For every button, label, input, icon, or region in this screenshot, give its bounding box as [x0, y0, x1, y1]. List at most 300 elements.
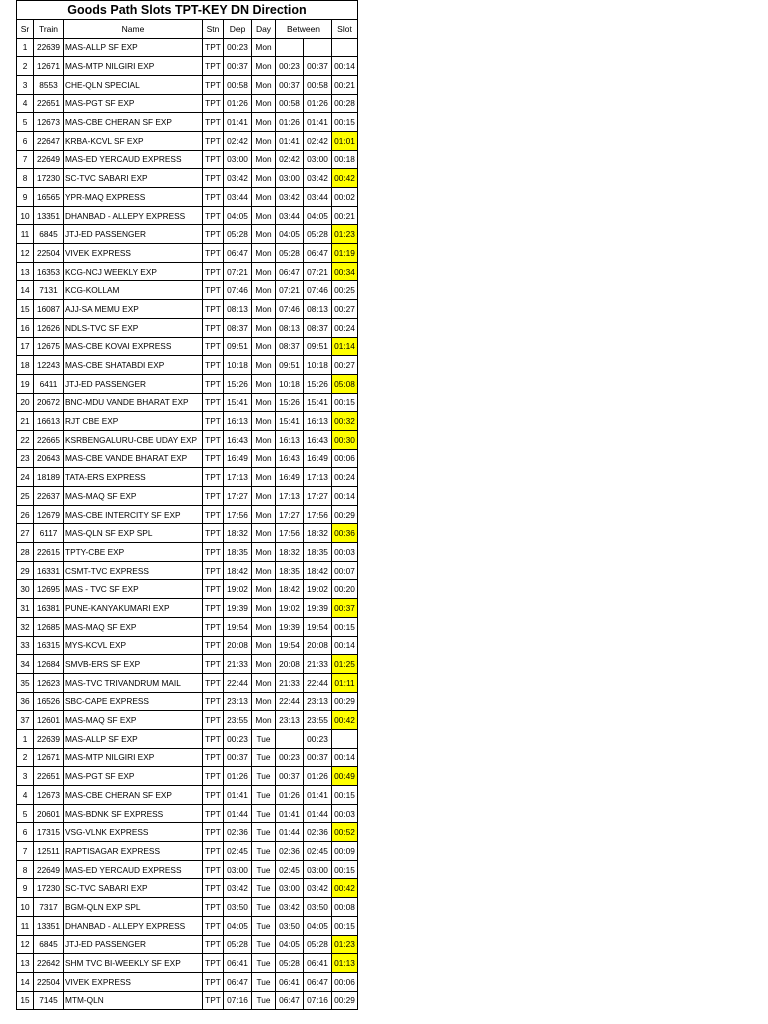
- table-row: [17, 935, 358, 954]
- between-from-cell: 03:00: [276, 169, 304, 188]
- departure-cell: 07:21: [224, 262, 252, 281]
- name-cell: MAS-MTP NILGIRI EXP: [64, 57, 203, 76]
- day-cell: Mon: [252, 300, 276, 319]
- name-cell: SC-TVC SABARI EXP: [64, 169, 203, 188]
- between-from-cell: 06:47: [276, 991, 304, 1010]
- table-row: [17, 804, 358, 823]
- day-cell: Tue: [252, 860, 276, 879]
- train-cell: 22651: [34, 767, 64, 786]
- between-from-cell: 18:35: [276, 561, 304, 580]
- name-cell: SC-TVC SABARI EXP: [64, 879, 203, 898]
- name-cell: MAS-PGT SF EXP: [64, 94, 203, 113]
- station-cell: TPT: [203, 131, 224, 150]
- day-cell: Mon: [252, 580, 276, 599]
- between-from-cell: 19:39: [276, 617, 304, 636]
- slot-cell: 00:20: [332, 580, 358, 599]
- sr-cell: 10: [17, 898, 34, 917]
- departure-cell: 02:45: [224, 842, 252, 861]
- table-row: [17, 617, 358, 636]
- train-cell: 22647: [34, 131, 64, 150]
- day-cell: Tue: [252, 823, 276, 842]
- name-cell: CSMT-TVC EXPRESS: [64, 561, 203, 580]
- between-to-cell: 16:13: [304, 412, 332, 431]
- name-cell: TATA-ERS EXPRESS: [64, 468, 203, 487]
- sr-cell: 3: [17, 767, 34, 786]
- sr-cell: 28: [17, 543, 34, 562]
- station-cell: TPT: [203, 935, 224, 954]
- name-cell: MTM-QLN: [64, 991, 203, 1010]
- between-to-cell: 22:44: [304, 673, 332, 692]
- table-row: [17, 823, 358, 842]
- slot-cell: 00:03: [332, 804, 358, 823]
- sr-cell: 13: [17, 262, 34, 281]
- between-to-cell: 05:28: [304, 225, 332, 244]
- departure-cell: 01:26: [224, 767, 252, 786]
- day-cell: Tue: [252, 991, 276, 1010]
- train-cell: 22665: [34, 430, 64, 449]
- train-cell: 22615: [34, 543, 64, 562]
- train-cell: 16315: [34, 636, 64, 655]
- station-cell: TPT: [203, 692, 224, 711]
- day-cell: Tue: [252, 972, 276, 991]
- train-cell: 12511: [34, 842, 64, 861]
- station-cell: TPT: [203, 94, 224, 113]
- name-cell: VIVEK EXPRESS: [64, 244, 203, 263]
- departure-cell: 00:58: [224, 75, 252, 94]
- name-cell: MAS-QLN SF EXP SPL: [64, 524, 203, 543]
- table-row: [17, 711, 358, 730]
- header-between: Between: [276, 20, 332, 39]
- between-from-cell: 09:51: [276, 356, 304, 375]
- header-train: Train: [34, 20, 64, 39]
- slot-cell: 00:21: [332, 206, 358, 225]
- sr-cell: 7: [17, 150, 34, 169]
- between-from-cell: 00:58: [276, 94, 304, 113]
- slot-cell: 00:27: [332, 356, 358, 375]
- day-cell: Mon: [252, 524, 276, 543]
- day-cell: Mon: [252, 430, 276, 449]
- sr-cell: 5: [17, 113, 34, 132]
- name-cell: KSRBENGALURU-CBE UDAY EXP: [64, 430, 203, 449]
- day-cell: Mon: [252, 505, 276, 524]
- station-cell: TPT: [203, 636, 224, 655]
- table-row: [17, 543, 358, 562]
- departure-cell: 00:37: [224, 748, 252, 767]
- day-cell: Mon: [252, 206, 276, 225]
- between-from-cell: 03:00: [276, 879, 304, 898]
- sr-cell: 8: [17, 860, 34, 879]
- departure-cell: 03:44: [224, 188, 252, 207]
- slot-cell: 01:14: [332, 337, 358, 356]
- sheet-title: Goods Path Slots TPT-KEY DN Direction: [17, 1, 358, 20]
- sr-cell: 15: [17, 991, 34, 1010]
- station-cell: TPT: [203, 430, 224, 449]
- name-cell: MYS-KCVL EXP: [64, 636, 203, 655]
- slot-cell: 00:29: [332, 505, 358, 524]
- station-cell: TPT: [203, 505, 224, 524]
- name-cell: KCG-KOLLAM: [64, 281, 203, 300]
- name-cell: BNC-MDU VANDE BHARAT EXP: [64, 393, 203, 412]
- between-from-cell: 03:44: [276, 206, 304, 225]
- between-from-cell: 01:44: [276, 823, 304, 842]
- sr-cell: 15: [17, 300, 34, 319]
- slot-cell: 00:03: [332, 543, 358, 562]
- between-from-cell: 17:13: [276, 487, 304, 506]
- departure-cell: 01:44: [224, 804, 252, 823]
- between-to-cell: 02:42: [304, 131, 332, 150]
- between-from-cell: 18:32: [276, 543, 304, 562]
- table-row: [17, 131, 358, 150]
- slot-cell: 01:25: [332, 655, 358, 674]
- train-cell: 22651: [34, 94, 64, 113]
- train-cell: 12601: [34, 711, 64, 730]
- slot-cell: 00:15: [332, 113, 358, 132]
- departure-cell: 10:18: [224, 356, 252, 375]
- station-cell: TPT: [203, 449, 224, 468]
- table-row: [17, 188, 358, 207]
- train-cell: 12673: [34, 113, 64, 132]
- sr-cell: 8: [17, 169, 34, 188]
- station-cell: TPT: [203, 262, 224, 281]
- table-row: [17, 767, 358, 786]
- between-from-cell: 16:49: [276, 468, 304, 487]
- departure-cell: 00:37: [224, 57, 252, 76]
- between-from-cell: 07:46: [276, 300, 304, 319]
- train-cell: 6117: [34, 524, 64, 543]
- slot-cell: 00:24: [332, 318, 358, 337]
- between-to-cell: 01:26: [304, 767, 332, 786]
- day-cell: Mon: [252, 468, 276, 487]
- slot-cell: 00:15: [332, 617, 358, 636]
- train-cell: 13351: [34, 916, 64, 935]
- day-cell: Mon: [252, 617, 276, 636]
- between-to-cell: 23:55: [304, 711, 332, 730]
- departure-cell: 03:42: [224, 169, 252, 188]
- departure-cell: 16:43: [224, 430, 252, 449]
- between-to-cell: 19:02: [304, 580, 332, 599]
- departure-cell: 04:05: [224, 206, 252, 225]
- name-cell: VSG-VLNK EXPRESS: [64, 823, 203, 842]
- between-from-cell: 05:28: [276, 244, 304, 263]
- between-from-cell: 21:33: [276, 673, 304, 692]
- station-cell: TPT: [203, 823, 224, 842]
- sr-cell: 1: [17, 38, 34, 57]
- name-cell: VIVEK EXPRESS: [64, 972, 203, 991]
- station-cell: TPT: [203, 468, 224, 487]
- day-cell: Mon: [252, 225, 276, 244]
- station-cell: TPT: [203, 356, 224, 375]
- departure-cell: 20:08: [224, 636, 252, 655]
- train-cell: 12671: [34, 748, 64, 767]
- train-cell: 16565: [34, 188, 64, 207]
- table-row: [17, 636, 358, 655]
- station-cell: TPT: [203, 524, 224, 543]
- train-cell: 20643: [34, 449, 64, 468]
- day-cell: Mon: [252, 75, 276, 94]
- between-from-cell: 08:13: [276, 318, 304, 337]
- departure-cell: 18:35: [224, 543, 252, 562]
- table-row: [17, 916, 358, 935]
- departure-cell: 07:16: [224, 991, 252, 1010]
- train-cell: 12626: [34, 318, 64, 337]
- slot-cell: 01:13: [332, 954, 358, 973]
- table-row: [17, 244, 358, 263]
- day-cell: Tue: [252, 898, 276, 917]
- day-cell: Tue: [252, 935, 276, 954]
- slot-cell: 00:06: [332, 449, 358, 468]
- station-cell: TPT: [203, 898, 224, 917]
- departure-cell: 02:42: [224, 131, 252, 150]
- table-row: [17, 954, 358, 973]
- slots-table: [16, 0, 358, 1010]
- table-row: [17, 374, 358, 393]
- header-stn: Stn: [203, 20, 224, 39]
- departure-cell: 05:28: [224, 225, 252, 244]
- table-row: [17, 38, 358, 57]
- table-row: [17, 75, 358, 94]
- sr-cell: 25: [17, 487, 34, 506]
- between-from-cell: 04:05: [276, 935, 304, 954]
- sr-cell: 13: [17, 954, 34, 973]
- train-cell: 12671: [34, 57, 64, 76]
- between-to-cell: 10:18: [304, 356, 332, 375]
- between-from-cell: 01:26: [276, 786, 304, 805]
- name-cell: MAS-CBE VANDE BHARAT EXP: [64, 449, 203, 468]
- table-row: [17, 468, 358, 487]
- slot-cell: 00:14: [332, 57, 358, 76]
- train-cell: 16353: [34, 262, 64, 281]
- station-cell: TPT: [203, 561, 224, 580]
- table-row: [17, 879, 358, 898]
- between-to-cell: 20:08: [304, 636, 332, 655]
- slot-cell: 00:27: [332, 300, 358, 319]
- train-cell: 20672: [34, 393, 64, 412]
- station-cell: TPT: [203, 599, 224, 618]
- sr-cell: 1: [17, 729, 34, 748]
- header-day: Day: [252, 20, 276, 39]
- between-to-cell: 18:32: [304, 524, 332, 543]
- sr-cell: 26: [17, 505, 34, 524]
- name-cell: MAS-TVC TRIVANDRUM MAIL: [64, 673, 203, 692]
- between-to-cell: 07:46: [304, 281, 332, 300]
- sr-cell: 4: [17, 786, 34, 805]
- table-row: [17, 206, 358, 225]
- slot-cell: 00:32: [332, 412, 358, 431]
- train-cell: 22649: [34, 860, 64, 879]
- name-cell: NDLS-TVC SF EXP: [64, 318, 203, 337]
- station-cell: TPT: [203, 786, 224, 805]
- between-from-cell: 03:50: [276, 916, 304, 935]
- between-to-cell: 19:39: [304, 599, 332, 618]
- slot-cell: 00:29: [332, 692, 358, 711]
- between-to-cell: [304, 38, 332, 57]
- between-from-cell: 20:08: [276, 655, 304, 674]
- between-to-cell: 03:50: [304, 898, 332, 917]
- table-row: [17, 430, 358, 449]
- departure-cell: 23:55: [224, 711, 252, 730]
- day-cell: Tue: [252, 767, 276, 786]
- between-from-cell: 01:41: [276, 804, 304, 823]
- between-from-cell: 02:45: [276, 860, 304, 879]
- table-row: [17, 729, 358, 748]
- day-cell: Mon: [252, 356, 276, 375]
- name-cell: MAS-MAQ SF EXP: [64, 617, 203, 636]
- sr-cell: 17: [17, 337, 34, 356]
- name-cell: MAS-BDNK SF EXPRESS: [64, 804, 203, 823]
- between-to-cell: 01:41: [304, 786, 332, 805]
- day-cell: Mon: [252, 636, 276, 655]
- slot-cell: 00:02: [332, 188, 358, 207]
- between-from-cell: 17:56: [276, 524, 304, 543]
- between-from-cell: 00:23: [276, 748, 304, 767]
- sr-cell: 27: [17, 524, 34, 543]
- day-cell: Mon: [252, 262, 276, 281]
- day-cell: Mon: [252, 244, 276, 263]
- sr-cell: 22: [17, 430, 34, 449]
- between-to-cell: 05:28: [304, 935, 332, 954]
- station-cell: TPT: [203, 393, 224, 412]
- table-row: [17, 673, 358, 692]
- between-to-cell: 06:41: [304, 954, 332, 973]
- between-to-cell: 07:16: [304, 991, 332, 1010]
- departure-cell: 06:41: [224, 954, 252, 973]
- sr-cell: 33: [17, 636, 34, 655]
- sr-cell: 2: [17, 57, 34, 76]
- station-cell: TPT: [203, 188, 224, 207]
- name-cell: RAPTISAGAR EXPRESS: [64, 842, 203, 861]
- slot-cell: 00:37: [332, 599, 358, 618]
- train-cell: 8553: [34, 75, 64, 94]
- table-row: [17, 505, 358, 524]
- slot-cell: 00:49: [332, 767, 358, 786]
- between-from-cell: 03:42: [276, 898, 304, 917]
- between-from-cell: 00:37: [276, 767, 304, 786]
- station-cell: TPT: [203, 374, 224, 393]
- departure-cell: 03:00: [224, 860, 252, 879]
- departure-cell: 07:46: [224, 281, 252, 300]
- name-cell: MAS-ED YERCAUD EXPRESS: [64, 150, 203, 169]
- day-cell: Mon: [252, 599, 276, 618]
- between-to-cell: 17:27: [304, 487, 332, 506]
- day-cell: Mon: [252, 393, 276, 412]
- day-cell: Mon: [252, 150, 276, 169]
- train-cell: 16381: [34, 599, 64, 618]
- name-cell: MAS-ALLP SF EXP: [64, 38, 203, 57]
- name-cell: MAS-PGT SF EXP: [64, 767, 203, 786]
- between-from-cell: 00:23: [276, 57, 304, 76]
- between-from-cell: 03:42: [276, 188, 304, 207]
- between-from-cell: 02:42: [276, 150, 304, 169]
- sr-cell: 37: [17, 711, 34, 730]
- departure-cell: 02:36: [224, 823, 252, 842]
- between-to-cell: 04:05: [304, 206, 332, 225]
- sr-cell: 12: [17, 244, 34, 263]
- table-row: [17, 225, 358, 244]
- station-cell: TPT: [203, 711, 224, 730]
- name-cell: JTJ-ED PASSENGER: [64, 935, 203, 954]
- departure-cell: 17:13: [224, 468, 252, 487]
- name-cell: DHANBAD - ALLEPY EXPRESS: [64, 916, 203, 935]
- name-cell: TPTY-CBE EXP: [64, 543, 203, 562]
- between-from-cell: 15:26: [276, 393, 304, 412]
- departure-cell: 01:41: [224, 786, 252, 805]
- day-cell: Tue: [252, 804, 276, 823]
- sr-cell: 34: [17, 655, 34, 674]
- train-cell: 12685: [34, 617, 64, 636]
- name-cell: KCG-NCJ WEEKLY EXP: [64, 262, 203, 281]
- slot-cell: 00:09: [332, 842, 358, 861]
- name-cell: JTJ-ED PASSENGER: [64, 374, 203, 393]
- slot-cell: 00:24: [332, 468, 358, 487]
- station-cell: TPT: [203, 748, 224, 767]
- train-cell: 22504: [34, 244, 64, 263]
- header-name: Name: [64, 20, 203, 39]
- train-cell: 22504: [34, 972, 64, 991]
- name-cell: MAS-CBE CHERAN SF EXP: [64, 786, 203, 805]
- slot-cell: 05:08: [332, 374, 358, 393]
- departure-cell: 09:51: [224, 337, 252, 356]
- slot-cell: 00:15: [332, 916, 358, 935]
- day-cell: Tue: [252, 954, 276, 973]
- day-cell: Tue: [252, 916, 276, 935]
- slot-cell: 00:14: [332, 748, 358, 767]
- sr-cell: 14: [17, 972, 34, 991]
- station-cell: TPT: [203, 991, 224, 1010]
- station-cell: TPT: [203, 860, 224, 879]
- name-cell: SMVB-ERS SF EXP: [64, 655, 203, 674]
- between-from-cell: 05:28: [276, 954, 304, 973]
- day-cell: Mon: [252, 711, 276, 730]
- sr-cell: 11: [17, 225, 34, 244]
- table-row: [17, 580, 358, 599]
- sr-cell: 3: [17, 75, 34, 94]
- slot-cell: 01:11: [332, 673, 358, 692]
- between-from-cell: 15:41: [276, 412, 304, 431]
- departure-cell: 23:13: [224, 692, 252, 711]
- slot-cell: 01:23: [332, 225, 358, 244]
- sr-cell: 31: [17, 599, 34, 618]
- slot-cell: 00:25: [332, 281, 358, 300]
- train-cell: 16613: [34, 412, 64, 431]
- station-cell: TPT: [203, 38, 224, 57]
- name-cell: MAS-CBE SHATABDI EXP: [64, 356, 203, 375]
- between-to-cell: 08:13: [304, 300, 332, 319]
- name-cell: MAS-MAQ SF EXP: [64, 487, 203, 506]
- slot-cell: 00:42: [332, 711, 358, 730]
- sr-cell: 36: [17, 692, 34, 711]
- train-cell: 18189: [34, 468, 64, 487]
- name-cell: SBC-CAPE EXPRESS: [64, 692, 203, 711]
- station-cell: TPT: [203, 318, 224, 337]
- between-to-cell: 17:13: [304, 468, 332, 487]
- train-cell: 20601: [34, 804, 64, 823]
- train-cell: 6845: [34, 225, 64, 244]
- day-cell: Mon: [252, 131, 276, 150]
- between-to-cell: 21:33: [304, 655, 332, 674]
- table-row: [17, 561, 358, 580]
- name-cell: MAS-CBE KOVAI EXPRESS: [64, 337, 203, 356]
- day-cell: Mon: [252, 94, 276, 113]
- sr-cell: 20: [17, 393, 34, 412]
- table-row: [17, 356, 358, 375]
- station-cell: TPT: [203, 57, 224, 76]
- between-to-cell: 00:23: [304, 729, 332, 748]
- between-to-cell: 03:44: [304, 188, 332, 207]
- between-to-cell: 18:35: [304, 543, 332, 562]
- table-row: [17, 318, 358, 337]
- slot-cell: 01:23: [332, 935, 358, 954]
- table-row: [17, 412, 358, 431]
